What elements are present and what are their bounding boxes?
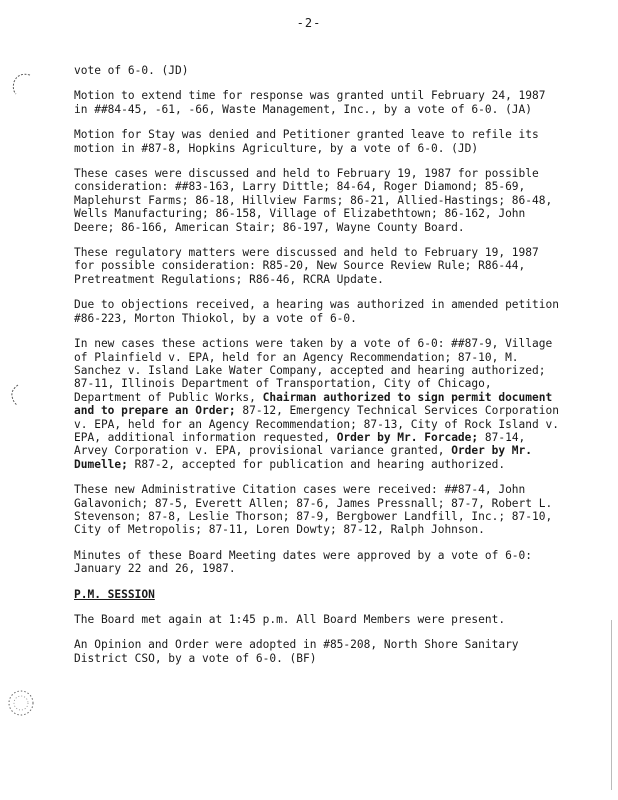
paragraph-cases-held: These cases were discussed and held to February 19, 1987 for possible consideration: ##83-163, Larry Dittle; 84-64, Roger Diamond; 85-69, Maplehurst Farms; 86-18, Hillview Farms; 86-21, Allied-Hastings; 86-48, Wells Manufacturing; 86-158, Village of Elizabethtown; 86-162, John Deere; 86-166, American Stair; 86-197, Wayne County Board. (74, 167, 553, 234)
paragraph-board-met: The Board met again at 1:45 p.m. All Board Members were present. (74, 613, 506, 626)
section-heading-pm-session: P.M. SESSION (74, 587, 155, 601)
paragraph-hearing-authorized: Due to objections received, a hearing was authorized in amended petition #86-223, Morton Thiokol, by a vote of 6-0. (74, 298, 559, 325)
new-cases-text-2: 87-12, Emergency Technical Services Corporation v. EPA, held for an Agency Recommendation; 87-13, City of Rock Island v. EPA, additional information requested, (74, 404, 559, 444)
new-cases-bold-1: Chairman authorized to sign permit document and to prepare an Order; (74, 390, 553, 418)
new-cases-bold-3: Order by Mr. Dumelle; (74, 444, 533, 471)
paragraph-vote-continuation: vote of 6-0. (JD) (74, 64, 189, 77)
new-cases-text-1: In new cases these actions were taken by a vote of 6-0: ##87-9, Village of Plainfield v. EPA, held for an Agency Recommendation; 87-10, M. Sanchez v. Island Lake Water Company, accepted and hearing authorized; 87-11, Illinois Department of Transportation, City of Chicago, Department of Public Works, (74, 337, 553, 404)
new-cases-bold-2: Order by Mr. Forcade; (336, 430, 479, 444)
paragraph-regulatory-matters: These regulatory matters were discussed and held to February 19, 1987 for possible consideration: R85-20, New Source Review Rule; R86-44, Pretreatment Regulations; R86-46, RCRA Update. (74, 246, 539, 286)
paragraph-motion-extend: Motion to extend time for response was granted until February 24, 1987 in ##84-45, -61, -66, Waste Management, Inc., by a vote of 6-0. (JA) (74, 89, 546, 116)
paragraph-new-cases (74, 337, 564, 471)
paragraph-motion-stay: Motion for Stay was denied and Petitioner granted leave to refile its motion in #87-8, Hopkins Agriculture, by a vote of 6-0. (JD) (74, 128, 539, 155)
page-number: -2- (296, 16, 322, 30)
new-cases-text-4: R87-2, accepted for publication and hearing authorized. (127, 457, 506, 471)
paragraph-opinion-adopted: An Opinion and Order were adopted in #85-208, North Shore Sanitary District CSO, by a vote of 6-0. (BF) (74, 638, 519, 665)
scan-edge-line (611, 620, 612, 790)
punch-hole-mark-bottom (4, 686, 38, 720)
paragraph-minutes-approved: Minutes of these Board Meeting dates were approved by a vote of 6-0: January 22 and 26, 1987. (74, 548, 533, 576)
punch-hole-mark-top (8, 70, 38, 100)
new-cases-text-3: 87-14, Arvey Corporation v. EPA, provisional variance granted, (74, 430, 526, 458)
document-body (74, 64, 564, 677)
punch-hole-mark-middle (6, 382, 26, 408)
paragraph-admin-citations: These new Administrative Citation cases were received: ##87-4, John Galavonich; 87-5, Everett Allen; 87-6, James Pressnall; 87-7, Robert L. Stevenson; 87-8, Leslie Thorson; 87-9, Bergbower Landfill, Inc.; 87-10, City of Metropolis; 87-11, Loren Dowty; 87-12, Ralph Johnson. (74, 483, 553, 537)
